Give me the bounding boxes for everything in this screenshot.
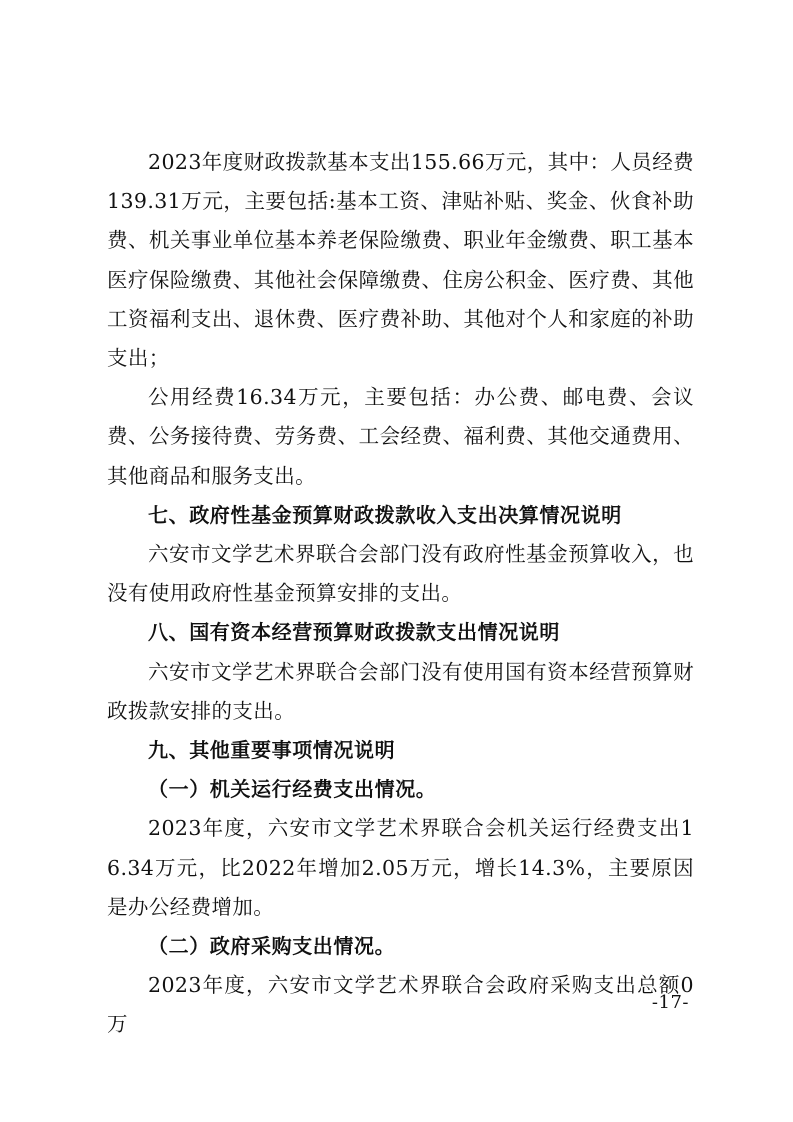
paragraph-public-expenses: 公用经费16.34万元，主要包括：办公费、邮电费、会议费、公务接待费、劳务费、工会经费、福利费、其他交通费用、其他商品和服务支出。: [107, 385, 694, 488]
subheading-operating-expenses: （一）机关运行经费支出情况。: [148, 777, 437, 802]
page-number: -17-: [651, 992, 689, 1013]
paragraph-basic-expenditure: 2023年度财政拨款基本支出155.66万元，其中：人员经费139.31万元，主要包括:基本工资、津贴补贴、奖金、伙食补助费、机关事业单位基本养老保险缴费、职业年金缴费、职工基本医疗保险缴费、其他社会保障缴费、住房公积金、医疗费、其他工资福利支出、退休费、医疗费补助、其他对个人和家庭的补助支出；: [107, 150, 694, 371]
heading-section-7: 七、政府性基金预算财政拨款收入支出决算情况说明: [148, 502, 622, 527]
subheading-procurement: （二）政府采购支出情况。: [148, 934, 396, 959]
paragraph-state-capital: 六安市文学艺术界联合会部门没有使用国有资本经营预算财政拨款安排的支出。: [107, 659, 694, 723]
paragraph-procurement: 2023年度，六安市文学艺术界联合会政府采购支出总额0万: [107, 973, 694, 1037]
paragraph-gov-fund: 六安市文学艺术界联合会部门没有政府性基金预算收入，也没有使用政府性基金预算安排的支出。: [107, 542, 694, 606]
document-body: [107, 143, 694, 1045]
paragraph-operating-expenses: 2023年度，六安市文学艺术界联合会机关运行经费支出16.34万元，比2022年增加2.05万元，增长14.3%，主要原因是办公经费增加。: [107, 816, 694, 919]
heading-section-8: 八、国有资本经营预算财政拨款支出情况说明: [148, 620, 560, 645]
heading-section-9: 九、其他重要事项情况说明: [148, 738, 396, 763]
